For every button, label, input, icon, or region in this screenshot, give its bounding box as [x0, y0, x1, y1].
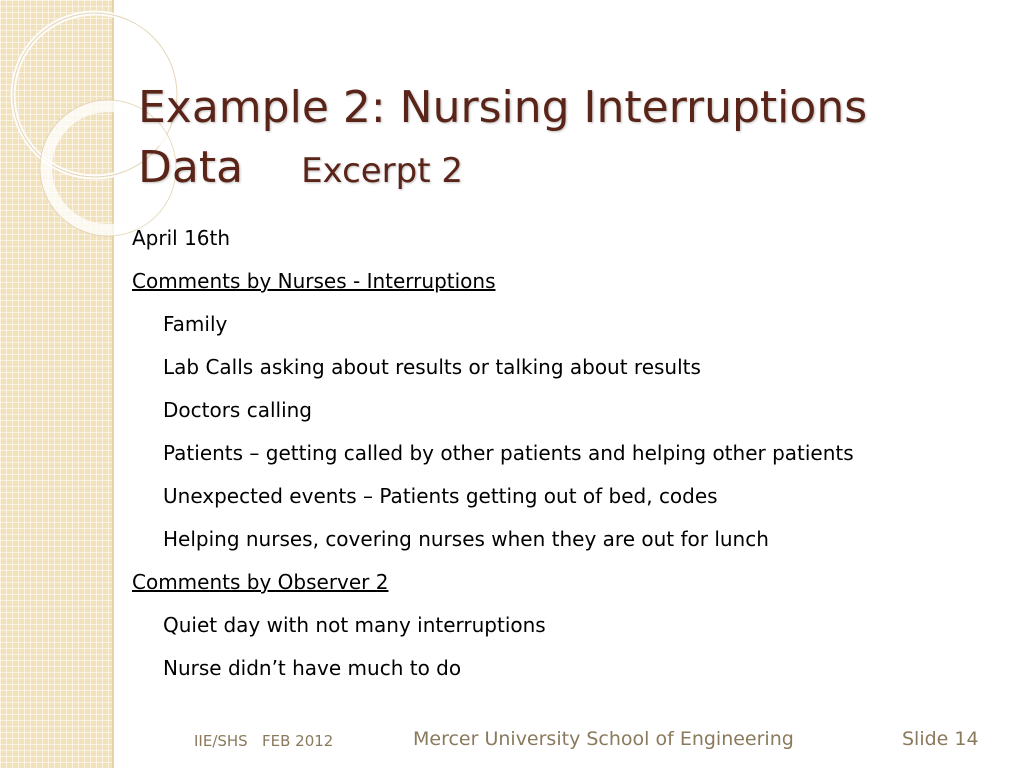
observer-comments-heading: Comments by Observer 2 — [132, 570, 389, 594]
observer-comment-item: Nurse didn’t have much to do — [163, 656, 462, 680]
nurse-comment-item: Doctors calling — [163, 398, 313, 422]
nurses-comments-heading: Comments by Nurses - Interruptions — [132, 269, 496, 293]
nurse-comment-item: Family — [163, 312, 228, 336]
nurse-comment-item: Helping nurses, covering nurses when they are out for lunch — [163, 527, 769, 551]
observer-comment-item: Quiet day with not many interruptions — [163, 613, 546, 637]
slide-footer — [0, 724, 1024, 764]
footer-slide-number: Slide 14 — [902, 728, 979, 750]
date-line: April 16th — [132, 226, 231, 250]
footer-event-date: IIE/SHS FEB 2012 — [194, 732, 334, 750]
nurse-comment-item: Patients – getting called by other patients and helping other patients — [163, 441, 854, 465]
nurse-comment-item: Lab Calls asking about results or talking about results — [163, 355, 701, 379]
footer-organization: Mercer University School of Engineering — [413, 728, 794, 750]
title-subtitle: Excerpt 2 — [301, 151, 464, 191]
nurse-comment-item: Unexpected events – Patients getting out of bed, codes — [163, 484, 718, 508]
slide-body — [132, 222, 1002, 695]
title-main: Example 2: Nursing Interruptions Data — [138, 82, 868, 193]
slide-title — [138, 78, 998, 201]
